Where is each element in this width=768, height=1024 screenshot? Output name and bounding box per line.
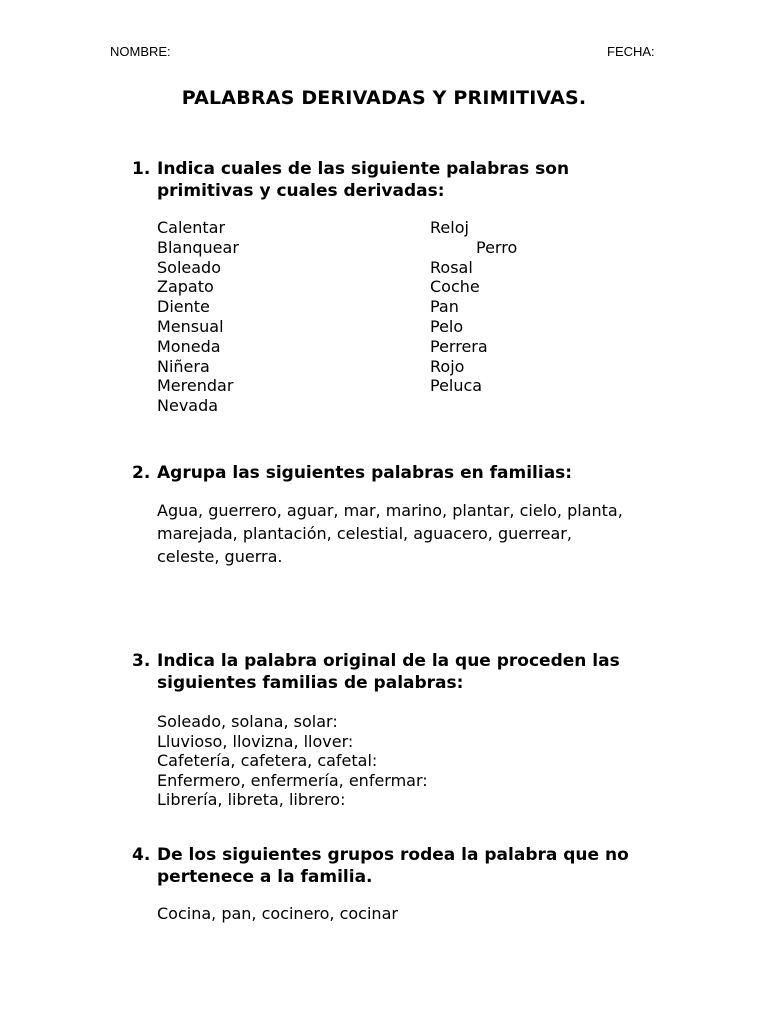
word-item: Reloj — [430, 218, 469, 237]
word-item: Coche — [430, 277, 480, 297]
question-2-number: 2. — [132, 463, 151, 483]
word-item: Perrera — [430, 336, 488, 356]
question-1-text: Indica cuales de las siguiente palabras son primitivas y cuales derivadas: — [157, 159, 570, 201]
question-4-word-group: Cocina, pan, cocinero, cocinar — [157, 904, 398, 923]
word-item: Niñera — [157, 356, 210, 376]
word-item: Mensual — [157, 316, 224, 336]
question-2-word-group: Agua, guerrero, aguar, mar, marino, plantar, cielo, planta, marejada, plantación, celestial, aguacero, guerrear, celeste, guerra. — [157, 501, 623, 566]
word-item: Calentar — [157, 218, 226, 237]
question-2-text: Agrupa las siguientes palabras en familias: — [157, 463, 573, 483]
word-item: Moneda — [157, 336, 221, 356]
question-3-number: 3. — [132, 651, 151, 671]
word-item: Rosal — [430, 257, 473, 277]
word-item: Perro — [476, 237, 518, 257]
word-item: Blanquear — [157, 237, 239, 257]
word-item: Diente — [157, 297, 210, 317]
nombre-label: NOMBRE: — [110, 44, 171, 59]
family-item: Librería, libreta, librero: — [157, 790, 346, 809]
question-4-text: De los siguientes grupos rodea la palabra que no pertenece a la familia. — [157, 845, 629, 887]
word-item: Pelo — [430, 316, 464, 336]
family-item: Soleado, solana, solar: — [157, 712, 338, 731]
word-item: Zapato — [157, 277, 214, 297]
question-4-number: 4. — [132, 845, 151, 865]
question-1-word-list-right — [430, 218, 517, 396]
question-1-word-list-left — [157, 218, 239, 416]
word-item: Peluca — [430, 376, 483, 396]
word-item: Rojo — [430, 356, 465, 376]
family-item: Lluvioso, llovizna, llover: — [157, 731, 354, 751]
page-title: PALABRAS DERIVADAS Y PRIMITIVAS. — [181, 87, 587, 109]
word-item: Soleado — [157, 257, 221, 277]
question-1-number: 1. — [132, 159, 151, 179]
family-item: Cafetería, cafetera, cafetal: — [157, 751, 378, 770]
word-item: Merendar — [157, 376, 234, 396]
question-3-text: Indica la palabra original de la que proceden las siguientes familias de palabras: — [157, 651, 620, 693]
family-item: Enfermero, enfermería, enfermar: — [157, 770, 428, 790]
question-3-family-list — [157, 712, 428, 810]
word-item: Nevada — [157, 396, 219, 416]
fecha-label: FECHA: — [607, 44, 655, 59]
word-item: Pan — [430, 297, 459, 317]
